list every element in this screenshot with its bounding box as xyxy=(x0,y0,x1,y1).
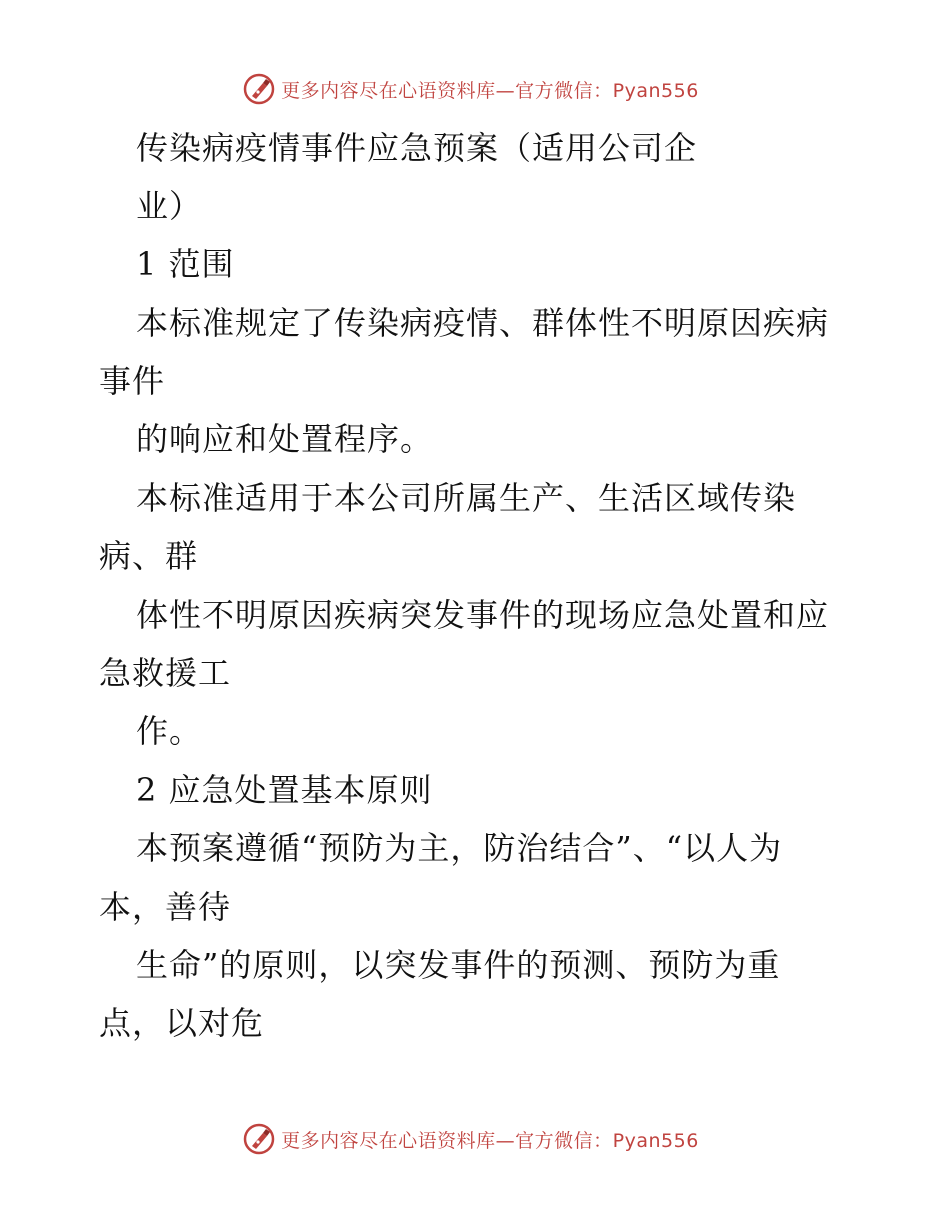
pen-nib-logo-icon xyxy=(243,1123,275,1155)
watermark-group xyxy=(243,1123,699,1155)
paragraph-line: 本，善待 xyxy=(99,888,232,926)
paragraph-line: 体性不明原因疾病突发事件的现场应急处置和应 xyxy=(136,596,830,634)
paragraph-line: 生命”的原则，以突发事件的预测、预防为重 xyxy=(136,946,781,984)
paragraph-line: 本标准规定了传染病疫情、群体性不明原因疾病 xyxy=(136,304,830,342)
watermark-text: 更多内容尽在心语资料库—官方微信：Pyan556 xyxy=(281,79,699,102)
pen-nib-logo-icon xyxy=(243,73,275,105)
paragraph-line: 点，以对危 xyxy=(99,1004,265,1042)
paragraph-line: 的响应和处置程序。 xyxy=(136,420,434,458)
paragraph-line: 病、群 xyxy=(99,537,199,575)
watermark-text: 更多内容尽在心语资料库—官方微信：Pyan556 xyxy=(281,1129,699,1152)
paragraph-line: 本标准适用于本公司所属生产、生活区域传染 xyxy=(136,479,797,517)
section-heading-scope: 1 范围 xyxy=(136,245,235,283)
footer-watermark-banner xyxy=(0,1122,950,1156)
paragraph-line: 事件 xyxy=(99,362,166,400)
paragraph-line: 急救援工 xyxy=(99,654,232,692)
doc-title-line-2: 业） xyxy=(136,187,203,225)
doc-title-line-1: 传染病疫情事件应急预案（适用公司企 xyxy=(136,129,698,167)
paragraph-line: 本预案遵循“预防为主，防治结合”、“以人为 xyxy=(136,829,783,867)
section-heading-principles: 2 应急处置基本原则 xyxy=(136,771,433,809)
header-watermark-banner xyxy=(0,72,950,106)
watermark-group xyxy=(243,73,699,105)
paragraph-line: 作。 xyxy=(136,712,203,750)
